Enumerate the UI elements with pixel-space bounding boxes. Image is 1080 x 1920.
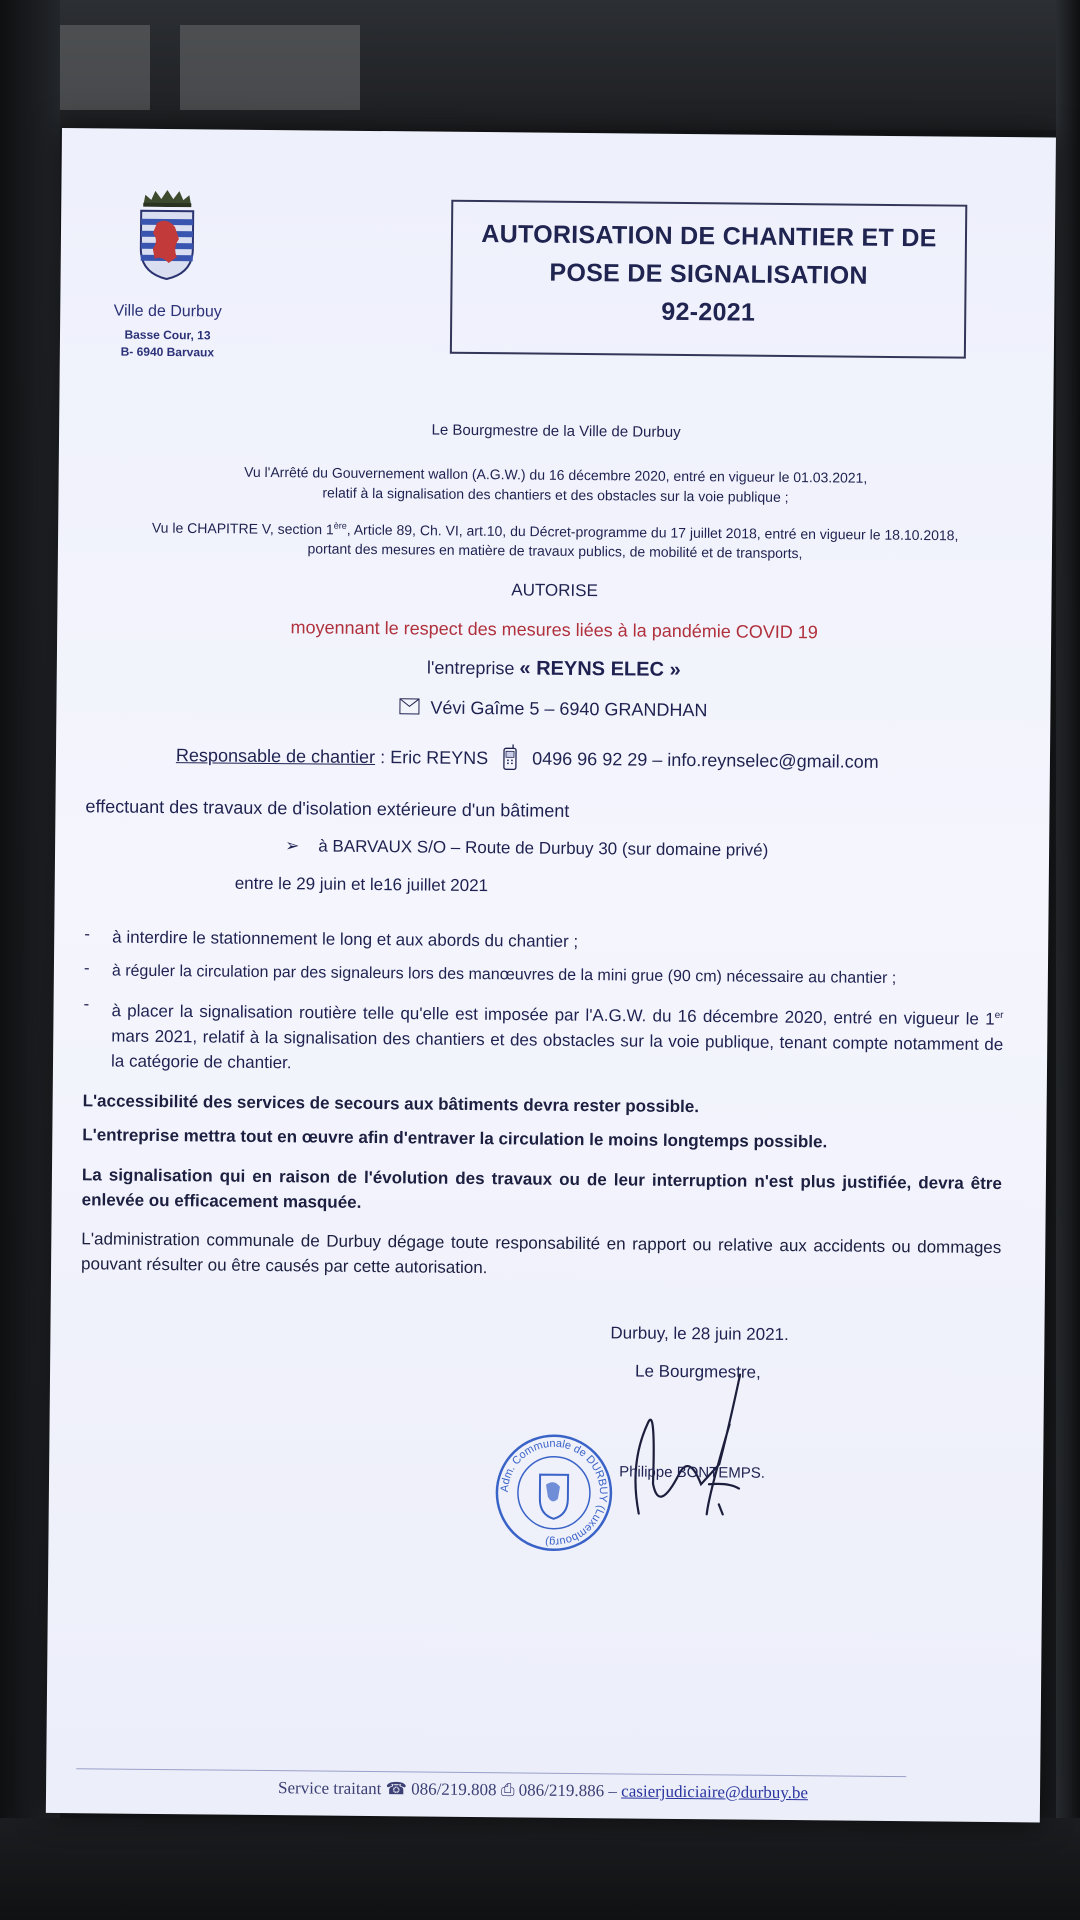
- footer-divider: [76, 1768, 906, 1777]
- municipality-address: [90, 326, 245, 361]
- title-box: [450, 200, 967, 359]
- condition-3-sup: er: [994, 1009, 1004, 1022]
- address-line-1: Basse Cour, 13: [124, 327, 211, 343]
- considerant-1-line-1: Vu l'Arrêté du Gouvernement wallon (A.G.W.) du 16 décembre 2020, entré en vigueur le 01.03.2021,: [244, 463, 868, 486]
- telephone-icon: ☎: [385, 1779, 407, 1799]
- arrow-bullet-icon: ➢: [285, 836, 300, 856]
- municipality-name: Ville de Durbuy: [113, 302, 222, 321]
- place-and-date: Durbuy, le 28 juin 2021.: [610, 1323, 789, 1345]
- crown-icon: [141, 189, 193, 207]
- considerant-2-sup: ère: [333, 520, 347, 531]
- location-line: [285, 836, 985, 863]
- footer-fax: 086/219.886 –: [518, 1780, 618, 1801]
- mobile-phone-icon: [503, 744, 517, 770]
- condition-text: à réguler la circulation par des signaleurs lors des manœuvres de la mini grue (90 cm) nécessaire au chantier ;: [111, 962, 897, 988]
- dash-bullet: -: [83, 958, 90, 978]
- liability-disclaimer: L'administration communale de Durbuy dégage toute responsabilité en rapport ou relative aux accidents ou dommages pouvant résulter ou être causés par cette autorisation.: [81, 1229, 1002, 1278]
- background-top: [0, 0, 1080, 130]
- municipal-seal-stamp: [493, 1432, 614, 1553]
- company-prefix: l'entreprise: [426, 657, 515, 679]
- condition-text: à interdire le stationnement le long et aux abords du chantier ;: [112, 927, 579, 951]
- considerant-2-line-2: portant des mesures en matière de travaux publics, de mobilité et de transports,: [307, 540, 803, 562]
- condition-item: [83, 994, 1004, 1083]
- considerant-1-line-2: relatif à la signalisation des chantiers et des obstacles sur la voie publique ;: [322, 484, 789, 505]
- emergency-access-note: L'accessibilité des services de secours aux bâtiments devra rester possible.: [82, 1091, 700, 1117]
- dash-bullet: -: [83, 994, 90, 1014]
- covid-condition: moyennant le respect des mesures liées à la pandémie COVID 19: [290, 617, 818, 643]
- footer-email-link[interactable]: casierjudiciaire@durbuy.be: [621, 1781, 809, 1803]
- authorization-number: 92-2021: [661, 297, 756, 327]
- autorise-heading: AUTORISE: [511, 580, 598, 601]
- signage-removal-note: La signalisation qui en raison de l'évolution des travaux ou de leur interruption n'est plus justifiée, devra être enlevée ou efficacement masquée.: [81, 1165, 1003, 1212]
- signatory-name: Philippe BONTEMPS.: [619, 1463, 766, 1482]
- footer-label: Service traitant: [277, 1778, 382, 1799]
- signatory-role: Le Bourgmestre,: [635, 1361, 761, 1382]
- work-location: à BARVAUX S/O – Route de Durbuy 30 (sur domaine privé): [318, 836, 769, 860]
- site-manager-contact: 0496 96 92 29 – info.reynselec@gmail.com: [532, 748, 879, 772]
- site-manager-line: [176, 741, 996, 775]
- condition-3-part-b: mars 2021, relatif à la signalisation des chantiers et des obstacles sur la voie publique, tenant compte notamment de la catégorie de chantier.: [110, 1026, 1004, 1072]
- company-address-line: [56, 694, 1050, 725]
- window-reflection-center: [180, 25, 360, 110]
- site-manager-name: : Eric REYNS: [380, 747, 489, 769]
- traffic-note: L'entreprise mettra tout en œuvre afin d'entraver la circulation le moins longtemps possible.: [82, 1125, 828, 1152]
- considerant-2-part-b: , Article 89, Ch. VI, art.10, du Décret-programme du 17 juillet 2018, entré en vigueur le 18.10.2018,: [346, 521, 959, 544]
- durbuy-crest-logo: [137, 189, 198, 285]
- works-description: effectuant des travaux de d'isolation extérieure d'un bâtiment: [85, 796, 570, 821]
- condition-item: [84, 958, 1004, 993]
- company-line: [57, 653, 1051, 686]
- envelope-icon: [399, 698, 419, 714]
- company-address: Vévi Gaîme 5 – 6940 GRANDHAN: [430, 697, 708, 721]
- background-bottom: [0, 1818, 1080, 1920]
- title-line-1: AUTORISATION DE CHANTIER ET DE: [481, 220, 937, 253]
- condition-text: [111, 995, 1004, 1082]
- condition-3-part-a: à placer la signalisation routière telle qu'elle est imposée par l'A.G.W. du 16 décembre 2020, entré en vigueur le 1: [111, 1001, 995, 1029]
- notice-document: [46, 128, 1056, 1822]
- title-line-2: POSE DE SIGNALISATION: [549, 258, 868, 290]
- fax-icon: ⎙: [500, 1780, 515, 1800]
- condition-item: [84, 924, 1004, 959]
- footer-phone: 086/219.808: [411, 1779, 497, 1800]
- handwritten-signature: [609, 1363, 771, 1535]
- shield-icon: [139, 209, 196, 282]
- dash-bullet: -: [84, 924, 91, 944]
- stamp-text: Adm. Communale de DURBUY (Luxembourg): [498, 1437, 610, 1548]
- site-manager-label: Responsable de chantier: [175, 745, 376, 768]
- footer-contact: [46, 1776, 1040, 1806]
- considerant-2-part-a: Vu le CHAPITRE V, section 1: [151, 519, 334, 538]
- bourgmestre-line: Le Bourgmestre de la Ville de Durbuy: [431, 421, 681, 441]
- display-frame-right: [1056, 0, 1080, 1920]
- company-name: « REYNS ELEC »: [519, 657, 681, 681]
- address-line-2: B- 6940 Barvaux: [120, 344, 215, 360]
- work-period: entre le 29 juin et le16 juillet 2021: [234, 873, 489, 896]
